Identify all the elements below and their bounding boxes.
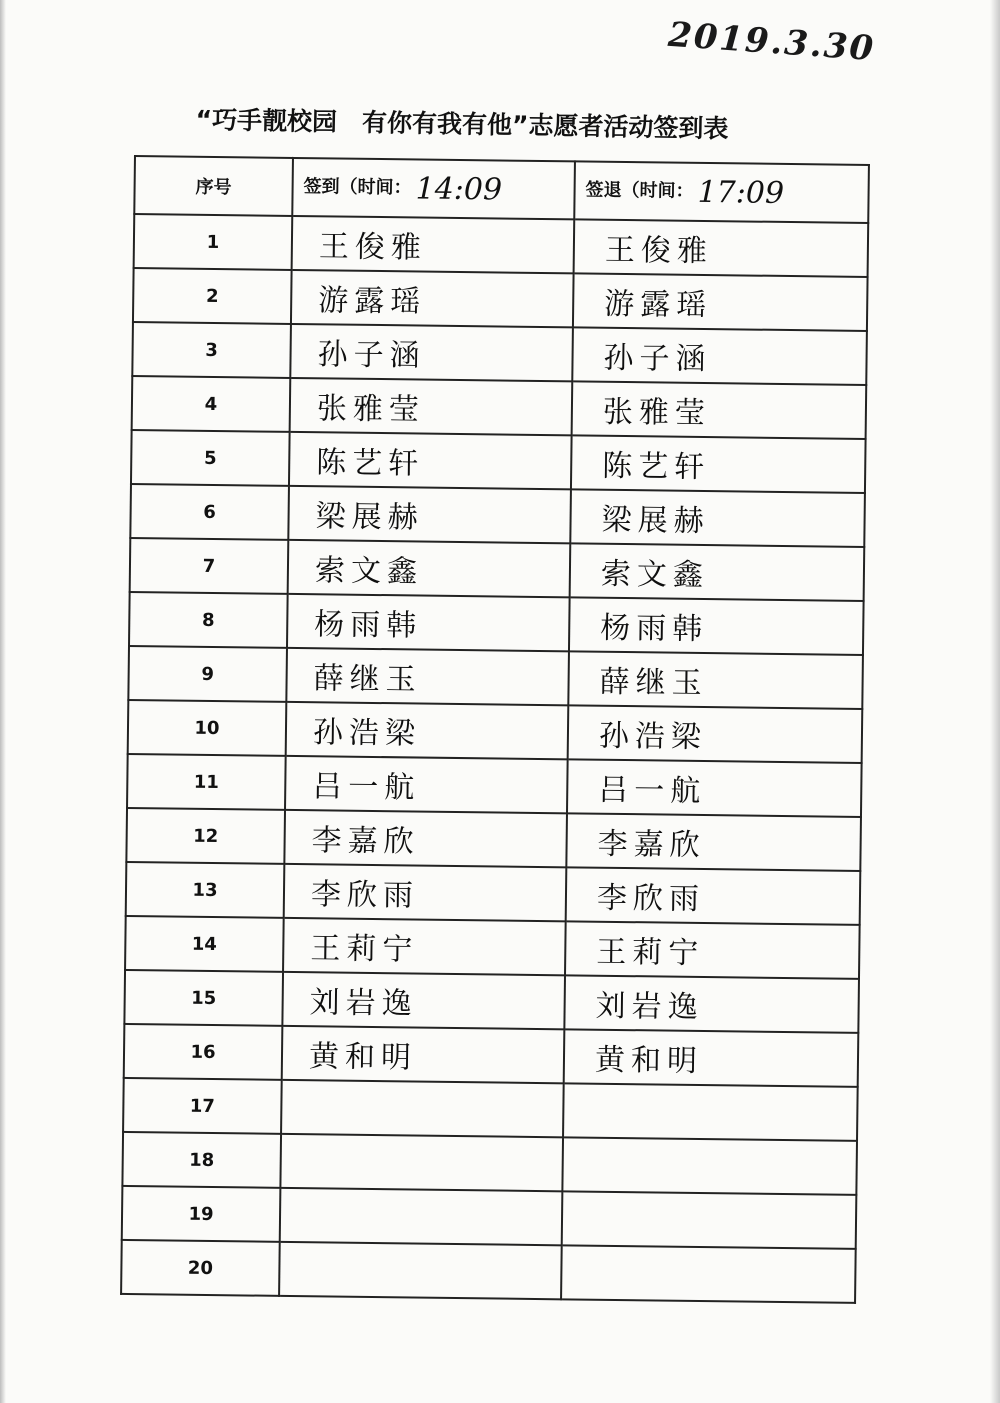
table-row [122,1186,857,1249]
signin-sheet [120,155,866,1304]
table-row [122,1132,857,1195]
checkout-signature: 孙浩梁 [568,705,863,763]
checkout-signature [562,1137,857,1195]
row-number: 12 [126,808,285,864]
row-number: 11 [127,754,286,810]
table-row [126,862,861,925]
table-row [121,1240,856,1303]
header-checkout [574,161,869,223]
header-number: 序号 [134,156,293,216]
checkout-signature: 吕一航 [567,759,862,817]
table-row [128,700,863,763]
row-number: 15 [124,970,283,1026]
page-edge-left [0,0,6,1403]
header-checkout-label: 签退（时间： [585,179,694,202]
row-number: 1 [134,214,293,270]
checkout-signature [561,1245,856,1303]
checkout-signature: 李欣雨 [566,867,861,925]
checkin-signature: 薛继玉 [286,648,569,705]
checkout-signature [562,1191,857,1249]
checkout-signature: 李嘉欣 [566,813,861,871]
checkin-signature: 梁展赫 [288,486,571,543]
table-row [130,484,865,547]
table-row [127,754,862,817]
table-header-row [134,156,869,223]
table-row [132,322,867,385]
row-number: 13 [126,862,285,918]
checkin-signature [280,1134,563,1191]
checkin-signature: 刘岩逸 [282,972,565,1029]
table-row [124,1024,859,1087]
row-number: 18 [122,1132,281,1188]
checkin-signature: 王莉宁 [283,918,566,975]
table-row [125,916,860,979]
checkout-signature: 薛继玉 [568,651,863,709]
checkout-signature: 索文鑫 [570,543,865,601]
checkin-signature: 孙浩梁 [286,702,569,759]
table-row [129,592,864,655]
checkin-signature: 王俊雅 [292,216,575,273]
document-title: “巧手靓校园 有你有我有他”志愿者活动签到表 [195,104,729,144]
signin-table [120,155,870,1304]
checkout-signature: 黄和明 [564,1029,859,1087]
table-body [121,214,868,1303]
row-number: 2 [133,268,292,324]
row-number: 17 [123,1078,282,1134]
checkin-signature [281,1080,564,1137]
row-number: 7 [130,538,289,594]
row-number: 20 [121,1240,280,1296]
table-row [126,808,861,871]
checkin-signature: 孙子涵 [290,324,573,381]
row-number: 5 [131,430,290,486]
checkout-signature: 张雅莹 [572,381,867,439]
checkin-signature: 张雅莹 [290,378,573,435]
checkin-signature [279,1242,562,1299]
header-checkout-time: 17:09 [697,174,785,211]
checkout-signature: 孙子涵 [572,327,867,385]
handwritten-date: 2019.3.30 [666,14,877,70]
checkin-signature: 杨雨韩 [287,594,570,651]
checkout-signature: 王莉宁 [565,921,860,979]
checkout-signature: 王俊雅 [574,219,869,277]
row-number: 6 [130,484,289,540]
checkout-signature: 杨雨韩 [569,597,864,655]
row-number: 9 [128,646,287,702]
table-row [131,430,866,493]
checkin-signature: 黄和明 [282,1026,565,1083]
checkout-signature: 梁展赫 [570,489,865,547]
row-number: 19 [122,1186,281,1242]
table-row [130,538,865,601]
header-checkin-label: 签到（时间： [303,176,412,199]
checkout-signature [563,1083,858,1141]
checkin-signature [280,1188,563,1245]
checkin-signature: 李欣雨 [284,864,567,921]
table-row [134,214,869,277]
checkin-signature: 游露瑶 [291,270,574,327]
checkout-signature: 陈艺轩 [571,435,866,493]
table-row [123,1078,858,1141]
checkin-signature: 李嘉欣 [284,810,567,867]
header-checkin [292,158,575,219]
checkin-signature: 陈艺轩 [289,432,572,489]
row-number: 3 [132,322,291,378]
page-edge-right [990,0,1000,1403]
checkin-signature: 索文鑫 [288,540,571,597]
row-number: 10 [128,700,287,756]
table-row [124,970,859,1033]
row-number: 4 [132,376,291,432]
row-number: 14 [125,916,284,972]
checkout-signature: 游露瑶 [573,273,868,331]
table-row [132,376,867,439]
checkin-signature: 吕一航 [285,756,568,813]
table-row [133,268,868,331]
checkout-signature: 刘岩逸 [564,975,859,1033]
table-row [128,646,863,709]
row-number: 16 [124,1024,283,1080]
header-checkin-time: 14:09 [415,170,503,207]
row-number: 8 [129,592,288,648]
